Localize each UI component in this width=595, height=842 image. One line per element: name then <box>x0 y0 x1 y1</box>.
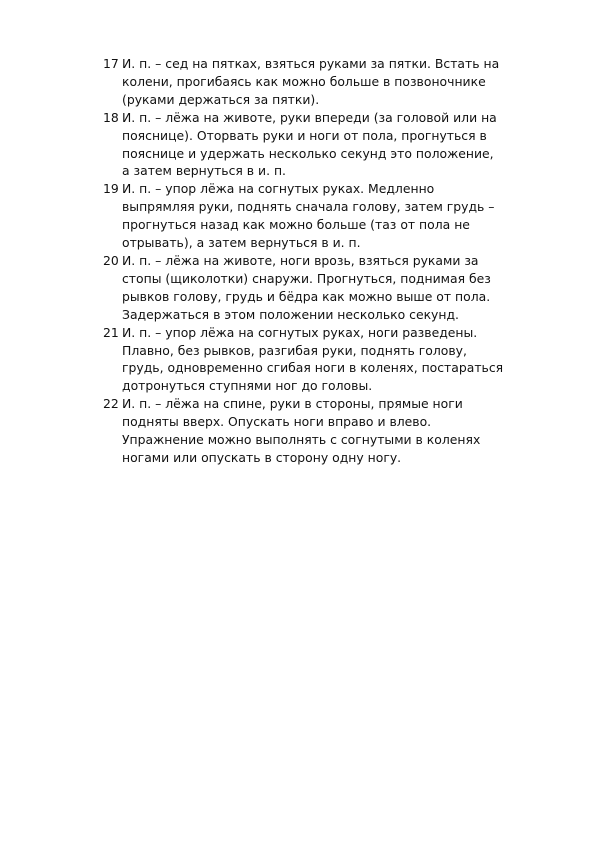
exercise-text-line: И. п. – упор лёжа на согнутых руках. Медленно <box>122 181 435 197</box>
exercise-text-line: выпрямляя руки, поднять сначала голову, затем грудь – <box>122 199 495 215</box>
exercise-item-20 <box>103 252 563 324</box>
exercise-text-line: отрывать), а затем вернуться в и. п. <box>122 235 361 251</box>
exercise-text-line: подняты вверх. Опускать ноги вправо и влево. <box>122 414 432 430</box>
exercise-text-line: И. п. – лёжа на спине, руки в стороны, прямые ноги <box>122 396 463 412</box>
exercise-text-line: прогнуться назад как можно больше (таз от пола не <box>122 217 470 233</box>
exercise-text-line: И. п. – сед на пятках, взяться руками за пятки. Встать на <box>122 56 500 71</box>
exercise-number: 21 <box>103 324 119 340</box>
exercise-number: 18 <box>103 109 119 125</box>
exercise-item-19 <box>103 180 563 252</box>
exercise-text-line: Задержаться в этом положении несколько секунд. <box>122 306 459 322</box>
exercise-list <box>103 55 563 467</box>
exercise-text-line: а затем вернуться в и. п. <box>122 163 287 179</box>
exercise-text-line: дотронуться ступнями ног до головы. <box>122 378 373 394</box>
exercise-number: 22 <box>103 396 119 412</box>
exercise-item-22 <box>103 395 563 467</box>
exercise-text-line: Упражнение можно выполнять с согнутыми в коленях <box>122 432 481 448</box>
exercise-text-line: И. п. – лёжа на животе, ноги врозь, взяться руками за <box>122 252 479 268</box>
exercise-item-17 <box>103 55 563 109</box>
exercise-text-line: пояснице). Оторвать руки и ноги от пола, прогнуться в <box>122 127 487 143</box>
exercise-text-line: И. п. – упор лёжа на согнутых руках, ноги разведены. <box>122 324 478 340</box>
exercise-text-line: (руками держаться за пятки). <box>122 91 320 107</box>
exercise-item-18 <box>103 109 563 181</box>
exercise-text-line: стопы (щиколотки) снаружи. Прогнуться, поднимая без <box>122 270 491 286</box>
exercise-text-line: пояснице и удержать несколько секунд это положение, <box>122 145 494 161</box>
exercise-text-line: грудь, одновременно сгибая ноги в коленях, постараться <box>122 360 504 376</box>
exercise-number: 19 <box>103 181 119 197</box>
exercise-text-line: колени, прогибаясь как можно больше в позвоночнике <box>122 73 486 89</box>
exercise-text-line: ногами или опускать в сторону одну ногу. <box>122 449 402 465</box>
exercise-text-line: Плавно, без рывков, разгибая руки, поднять голову, <box>122 342 467 358</box>
exercise-text-line: рывков голову, грудь и бёдра как можно выше от пола. <box>122 288 491 304</box>
exercise-number: 17 <box>103 56 119 71</box>
exercise-text-line: И. п. – лёжа на животе, руки впереди (за головой или на <box>122 109 497 125</box>
exercise-item-21 <box>103 324 563 396</box>
exercise-number: 20 <box>103 252 119 268</box>
